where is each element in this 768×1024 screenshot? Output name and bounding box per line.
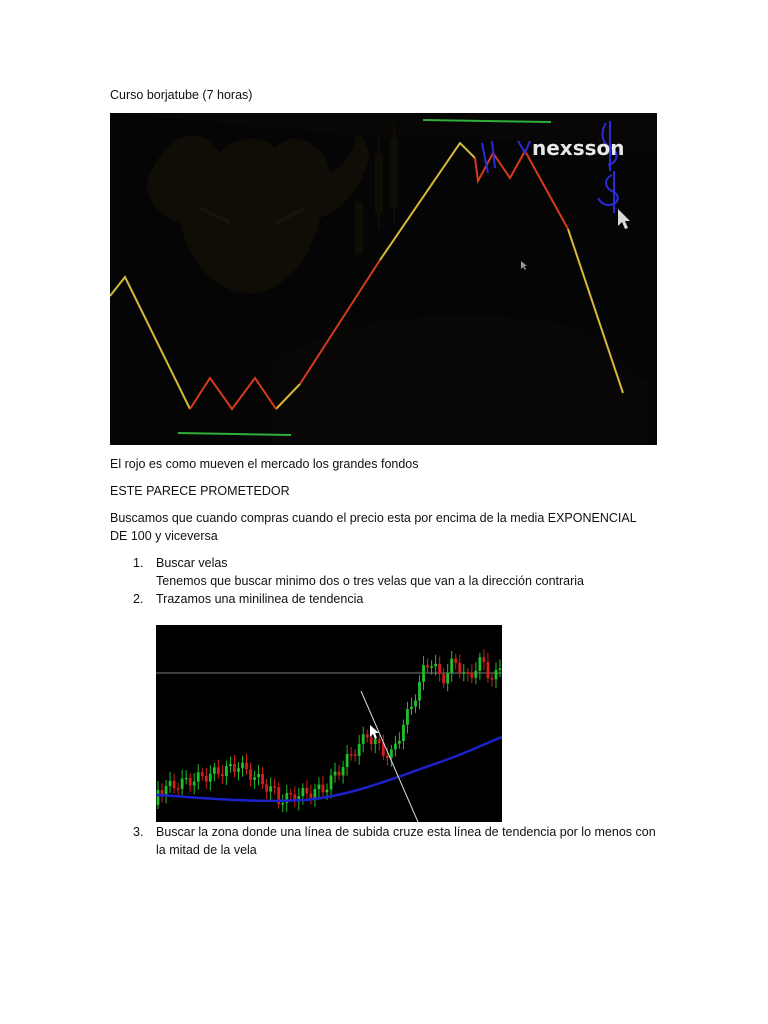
candle-body: [261, 774, 264, 784]
candle-body: [213, 767, 216, 773]
candle-body: [257, 774, 260, 777]
candle-body: [165, 786, 168, 795]
candle-body: [446, 673, 449, 684]
candle-body: [217, 767, 220, 774]
candle-body: [470, 673, 473, 678]
candle-body: [491, 678, 494, 680]
candle-body: [338, 772, 341, 776]
candle-body: [362, 734, 365, 744]
candle-body: [346, 754, 349, 767]
candle-body: [374, 739, 377, 744]
candle-body: [386, 756, 389, 758]
candle-body: [326, 790, 329, 793]
candle-body: [434, 664, 437, 667]
candle-body: [265, 784, 268, 791]
candle-body: [354, 755, 357, 757]
candle-body: [225, 766, 228, 776]
candle-body: [273, 786, 276, 788]
candle-body: [241, 763, 244, 769]
candle-body: [378, 739, 381, 743]
list-item-title: Trazamos una minilinea de tendencia: [156, 592, 364, 606]
candle-body: [394, 744, 397, 750]
candle-body: [197, 772, 200, 781]
candle-body: [269, 786, 272, 791]
candle-body: [438, 664, 441, 674]
candle-body: [466, 672, 469, 674]
candle-body: [342, 767, 345, 775]
candle-body: [177, 788, 180, 790]
candle-body: [221, 774, 224, 776]
list-item-title: Buscar la zona donde una línea de subida cruze esta línea de tendencia por lo menos con la mitad de la vela: [156, 825, 656, 857]
candle-body: [245, 763, 248, 770]
candle-body: [398, 741, 401, 744]
candle-body: [249, 769, 252, 780]
candle-body: [318, 785, 321, 789]
candles-group: [157, 649, 502, 812]
candle-body: [454, 659, 457, 663]
candle-body: [430, 666, 433, 668]
candle-body: [253, 777, 256, 780]
candle-body: [229, 764, 232, 766]
candle-body: [474, 671, 477, 678]
candlestick-chart-image: [156, 625, 502, 822]
ema-100-line: [156, 737, 502, 801]
list-item-number: 2.: [133, 592, 144, 606]
candle-body: [301, 788, 304, 796]
candle-body: [173, 781, 176, 788]
candle-body: [478, 657, 481, 670]
section-heading: ESTE PARECE PROMETEDOR: [110, 484, 290, 498]
background-artwork: [110, 113, 657, 445]
candlestick-chart-svg: [156, 625, 502, 822]
candle-body: [442, 674, 445, 683]
candle-body: [201, 772, 204, 776]
candle-body: [314, 789, 317, 798]
candle-body: [309, 793, 312, 797]
candle-body: [366, 734, 369, 737]
candle-body: [233, 764, 236, 772]
candle-body: [482, 657, 485, 662]
candle-body: [189, 778, 192, 786]
document-title: Curso borjatube (7 horas): [110, 88, 253, 102]
candle-body: [330, 776, 333, 790]
candle-body: [414, 700, 417, 706]
trend-chart-svg: [110, 113, 657, 445]
list-item-title: Buscar velas: [156, 556, 228, 570]
candle-body: [418, 682, 421, 701]
candle-body: [458, 663, 461, 673]
caption-red-moves: El rojo es como mueven el mercado los grandes fondos: [110, 457, 419, 471]
candle-body: [169, 781, 172, 786]
strategy-paragraph: Buscamos que cuando compras cuando el precio esta por encima de la media EXPONENCIAL DE 100 y viceversa: [110, 511, 637, 543]
candle-body: [358, 744, 361, 756]
candle-body: [462, 672, 465, 674]
candle-body: [237, 768, 240, 772]
candle-body: [422, 665, 425, 682]
candle-body: [495, 670, 498, 679]
candle-body: [350, 754, 353, 756]
candle-body: [402, 725, 405, 741]
candle-body: [370, 738, 373, 745]
candle-body: [289, 793, 292, 795]
candle-body: [406, 709, 409, 725]
cursor-icon-small: [521, 261, 527, 270]
candle-body: [426, 665, 429, 667]
candle-body: [487, 662, 490, 678]
candle-body: [205, 776, 208, 782]
candle-body: [181, 779, 184, 789]
candle-body: [157, 790, 160, 805]
trend-line: [361, 691, 418, 822]
list-item-number: 3.: [133, 825, 144, 839]
candle-body: [209, 774, 212, 782]
candle-body: [390, 749, 393, 757]
candle-body: [322, 785, 325, 793]
candle-body: [450, 659, 453, 673]
nexsson-logo: nexsson: [532, 136, 625, 160]
trend-chart-image: [110, 113, 657, 445]
candle-body: [410, 707, 413, 709]
candle-body: [185, 778, 188, 780]
cursor-icon: [618, 209, 630, 229]
list-item-detail: Tenemos que buscar minimo dos o tres velas que van a la dirección contraria: [156, 574, 584, 588]
list-item-number: 1.: [133, 556, 144, 570]
candle-body: [499, 669, 502, 671]
candle-body: [305, 788, 308, 793]
candle-body: [334, 772, 337, 776]
candle-body: [193, 782, 196, 786]
candle-body: [281, 803, 284, 805]
